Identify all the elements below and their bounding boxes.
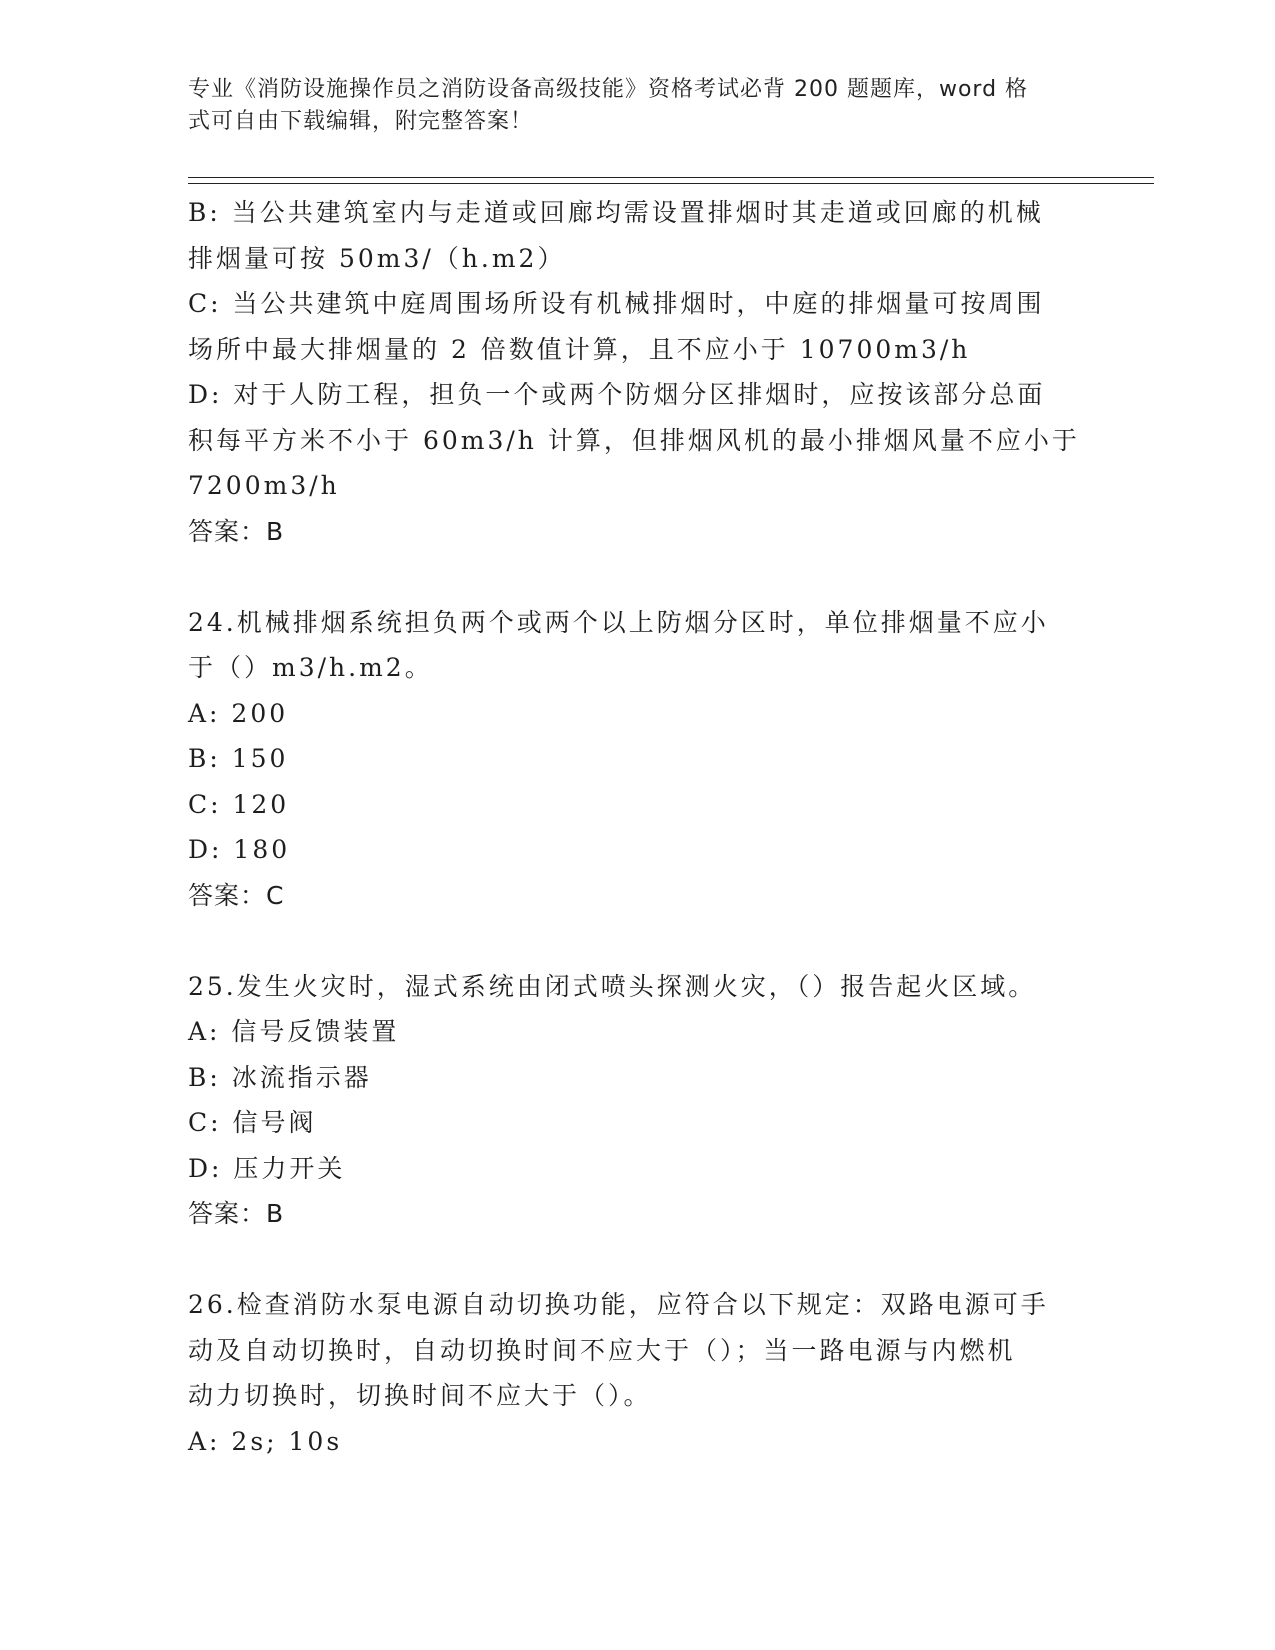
question-text-line: 积每平方米不小于 60m3/h 计算，但排烟风机的最小排烟风量不应小于 <box>188 425 1080 455</box>
block-spacer <box>188 1237 1088 1283</box>
question-text-line: D: 压力开关 <box>188 1153 346 1183</box>
block-spacer <box>188 554 1088 600</box>
header-line-1: 专业《消防设施操作员之消防设备高级技能》资格考试必背 200 题题库，word 格 <box>188 77 1029 102</box>
document-header <box>188 74 1068 138</box>
header-divider-bottom <box>188 183 1154 184</box>
question-text-line: 26.检查消防水泵电源自动切换功能，应符合以下规定：双路电源可手 <box>188 1290 1049 1319</box>
question-block <box>188 964 1088 1237</box>
question-content <box>188 190 1088 1464</box>
question-text-line: C: 120 <box>188 789 290 819</box>
question-text-line: C: 当公共建筑中庭周围场所设有机械排烟时，中庭的排烟量可按周围 <box>188 289 1045 318</box>
question-text-line: 25.发生火灾时，湿式系统由闭式喷头探测火灾，（）报告起火区域。 <box>188 971 1037 1001</box>
question-text-line: D: 对于人防工程，担负一个或两个防烟分区排烟时，应按该部分总面 <box>188 380 1046 409</box>
header-line-2: 式可自由下载编辑，附完整答案！ <box>188 109 534 134</box>
question-text-line: A: 信号反馈装置 <box>188 1017 400 1046</box>
block-spacer <box>188 918 1088 964</box>
answer-line: 答案：B <box>188 1199 285 1228</box>
question-text-line: 动力切换时，切换时间不应大于（）。 <box>188 1381 652 1410</box>
question-text-line: D: 180 <box>188 835 291 864</box>
answer-line: 答案：C <box>188 880 285 910</box>
question-text-line: B: 150 <box>188 744 289 773</box>
question-text-line: B: 冰流指示器 <box>188 1062 372 1092</box>
question-block <box>188 600 1088 919</box>
question-text-line: B: 当公共建筑室内与走道或回廊均需设置排烟时其走道或回廊的机械 <box>188 198 1044 227</box>
question-block <box>188 1282 1088 1464</box>
question-text-line: 24.机械排烟系统担负两个或两个以上防烟分区时，单位排烟量不应小 <box>188 607 1049 637</box>
question-text-line: 排烟量可按 50m3/（h.m2） <box>188 243 566 273</box>
question-text-line: 动及自动切换时，自动切换时间不应大于（）；当一路电源与内燃机 <box>188 1335 1016 1365</box>
question-text-line: 于（）m3/h.m2。 <box>188 653 433 682</box>
answer-line: 答案：B <box>188 516 285 546</box>
header-divider-top <box>188 177 1154 178</box>
question-text-line: A: 200 <box>188 698 289 728</box>
question-text-line: C: 信号阀 <box>188 1108 317 1137</box>
question-block <box>188 190 1088 554</box>
question-text-line: 7200m3/h <box>188 471 340 500</box>
question-text-line: 场所中最大排烟量的 2 倍数值计算，且不应小于 10700m3/h <box>188 334 971 364</box>
question-text-line: A: 2s; 10s <box>188 1426 343 1456</box>
